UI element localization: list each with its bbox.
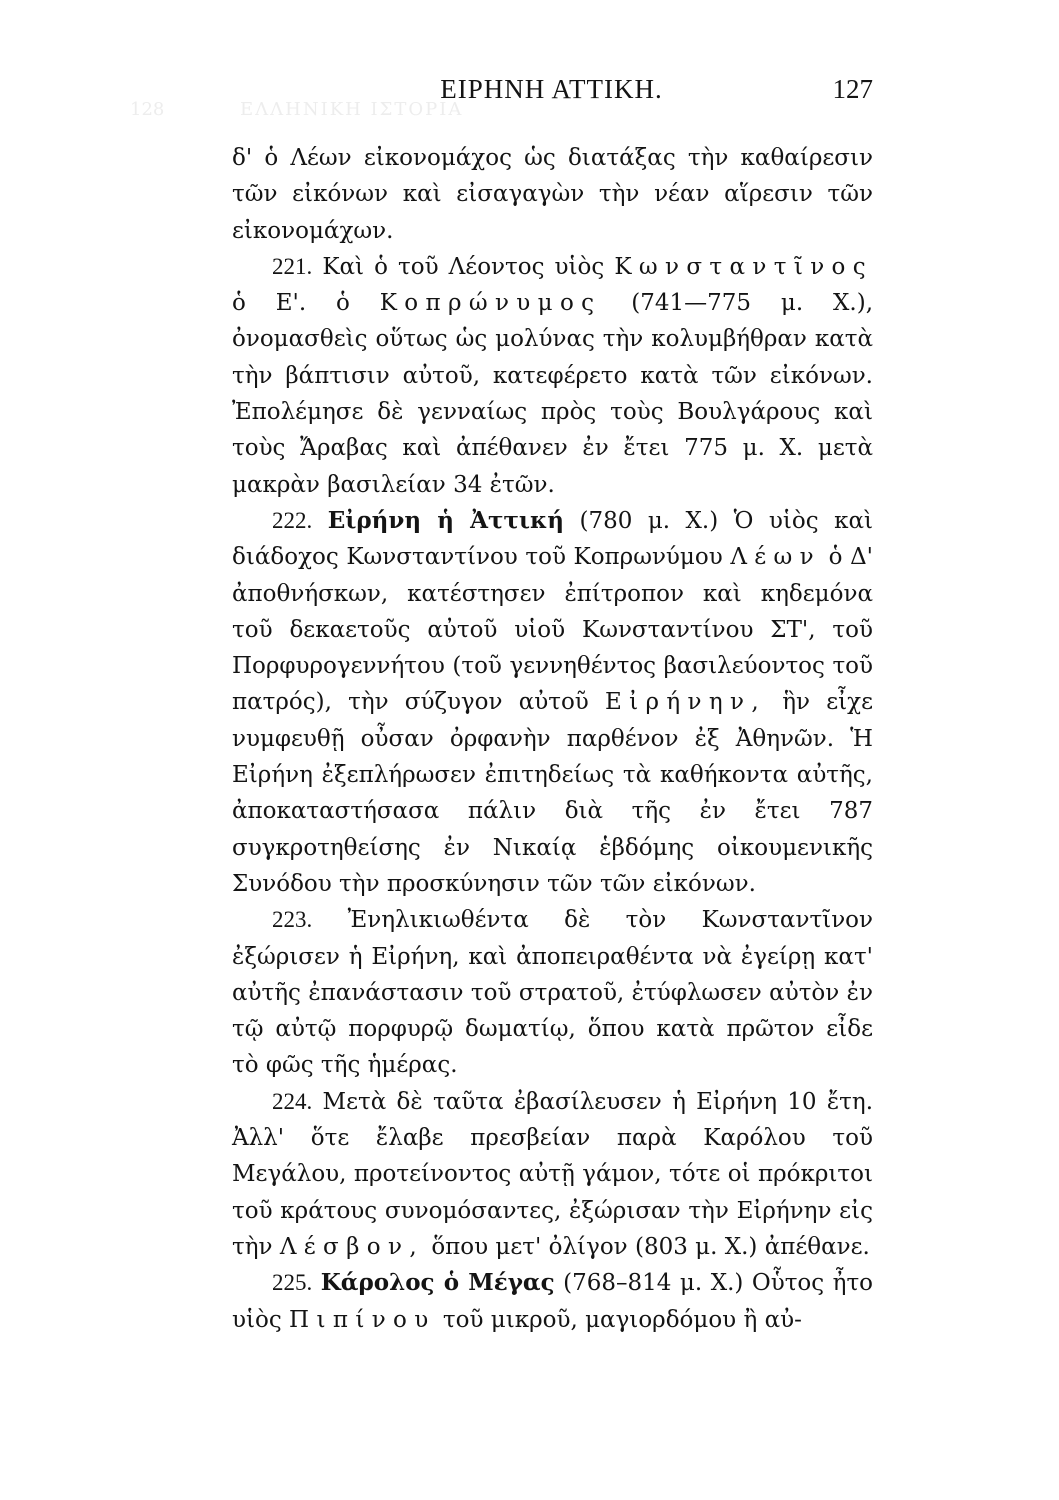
section-225: [232, 1265, 873, 1338]
spaced-name: Εἰρήνην,: [605, 689, 767, 716]
section-text: ἣν εἶχε νυμφευθῇ οὖσαν ὀρφανὴν παρθένον ἐξ Ἀθηνῶν. Ἡ Εἰρήνη ἐξεπλήρωσεν ἐπιτηδείως τὰ καθήκοντα αὐτῆς, ἀποκαταστήσασα πάλιν διὰ τῆς ἐν ἔτει 787 συγκροτηθείσης ἐν Νικαίᾳ ἑβδόμης οἰκουμενικῆς Συνόδου τὴν προσκύνησιν τῶν τῶν εἰκόνων.: [232, 689, 874, 897]
spaced-name: Λέσβον,: [279, 1233, 424, 1260]
section-text: τοῦ μικροῦ, μαγιορδόμου ἢ αὐ-: [442, 1306, 802, 1333]
section-text: Ἐνηλικιωθέντα δὲ τὸν Κωνσταντῖνον ἐξώρισεν ἡ Εἰρήνη, καὶ ἀποπειραθέντα νὰ ἐγείρῃ κατ' αὐτῆς ἐπανάστασιν τοῦ στρατοῦ, ἐτύφλωσεν αὐτὸν ἐν τῷ αὐτῷ πορφυρῷ δωματίῳ, ὅπου κατὰ πρῶτον εἶδε τὸ φῶς τῆς ἡμέρας.: [232, 907, 874, 1079]
section-221: [232, 249, 873, 503]
section-number: 224.: [272, 1088, 313, 1114]
paragraph-continued: [232, 140, 873, 249]
section-text: ὅπου μετ' ὀλίγον (803 μ. Χ.) ἀπέθανε.: [431, 1233, 870, 1260]
bleed-through-title: ΕΛΛΗΝΙΚΗ ΙΣΤΟΡΙΑ: [240, 99, 464, 120]
section-text: (768–814 μ. Χ.) Οὗτος ἦτο υἱὸς: [232, 1270, 874, 1333]
paragraph-text: δ' ὁ Λέων εἰκονομάχος ὡς διατάξας τὴν καθαίρεσιν τῶν εἰκόνων καὶ εἰσαγαγὼν τὴν νέαν αἵρεσιν τῶν εἰκονομάχων.: [232, 145, 873, 244]
page-body: [232, 140, 873, 1338]
running-head: [230, 74, 873, 108]
section-text: ὁ Δ' ἀποθνήσκων, κατέστησεν ἐπίτροπον καὶ κηδεμόνα τοῦ δεκαετοῦς αὐτοῦ υἱοῦ Κωνσταντίνου ΣΤ', τοῦ Πορφυρογεννήτου (τοῦ γεννηθέντος βασιλεύοντος τοῦ πατρός), τὴν σύζυγον αὐτοῦ: [232, 544, 874, 716]
bleed-through-page-number: 128: [130, 99, 165, 120]
section-text: Μετὰ δὲ ταῦτα ἐβασίλευσεν ἡ Εἰρήνη 10 ἔτη. Ἀλλ' ὅτε ἔλαβε πρεσβείαν παρὰ Καρόλου τοῦ Μεγάλου, προτείνοντος αὐτῇ γάμον, τότε οἱ πρόκριτοι τοῦ κράτους συνομόσαντες, ἐξώρισαν τὴν Εἰρήνην εἰς τὴν: [232, 1088, 874, 1260]
spaced-name: Λέων: [730, 544, 822, 571]
section-text: (780 μ. Χ.) Ὁ υἱὸς καὶ διάδοχος Κωνσταντίνου τοῦ Κοπρωνύμου: [232, 507, 874, 571]
section-heading: Εἰρήνη ἡ Ἀττική: [327, 506, 565, 534]
section-223: [232, 902, 873, 1083]
section-heading: Κάρολος ὁ Μέγας: [320, 1269, 555, 1297]
spaced-name: Κωνσταντῖνος: [614, 253, 874, 280]
section-text: Καὶ ὁ τοῦ Λέοντος υἱὸς: [322, 253, 605, 280]
section-number: 223.: [272, 907, 313, 933]
section-222: [232, 503, 873, 902]
spaced-name: Πιπίνου: [289, 1306, 436, 1333]
section-number: 221.: [272, 253, 313, 279]
section-number: 222.: [272, 507, 313, 533]
page-number: 127: [832, 74, 873, 104]
section-text: ὁ Ε'. ὁ: [232, 290, 350, 317]
running-title: ΕΙΡΗΝΗ ΑΤΤΙΚΗ.: [440, 74, 663, 104]
spaced-name: Κοπρώνυμος: [379, 290, 602, 317]
section-number: 225.: [272, 1270, 313, 1296]
section-224: [232, 1084, 873, 1265]
section-text: (741—775 μ. Χ.), ὀνομασθεὶς οὕτως ὡς μολύνας τὴν κολυμβήθραν κατὰ τὴν βάπτισιν αὐτοῦ, κατεφέρετο κατὰ τῶν εἰκόνων. Ἐπολέμησε δὲ γενναίως πρὸς τοὺς Βουλγάρους καὶ τοὺς Ἄραβας καὶ ἀπέθανεν ἐν ἔτει 775 μ. Χ. μετὰ μακρὰν βασιλείαν 34 ἐτῶν.: [232, 290, 874, 498]
